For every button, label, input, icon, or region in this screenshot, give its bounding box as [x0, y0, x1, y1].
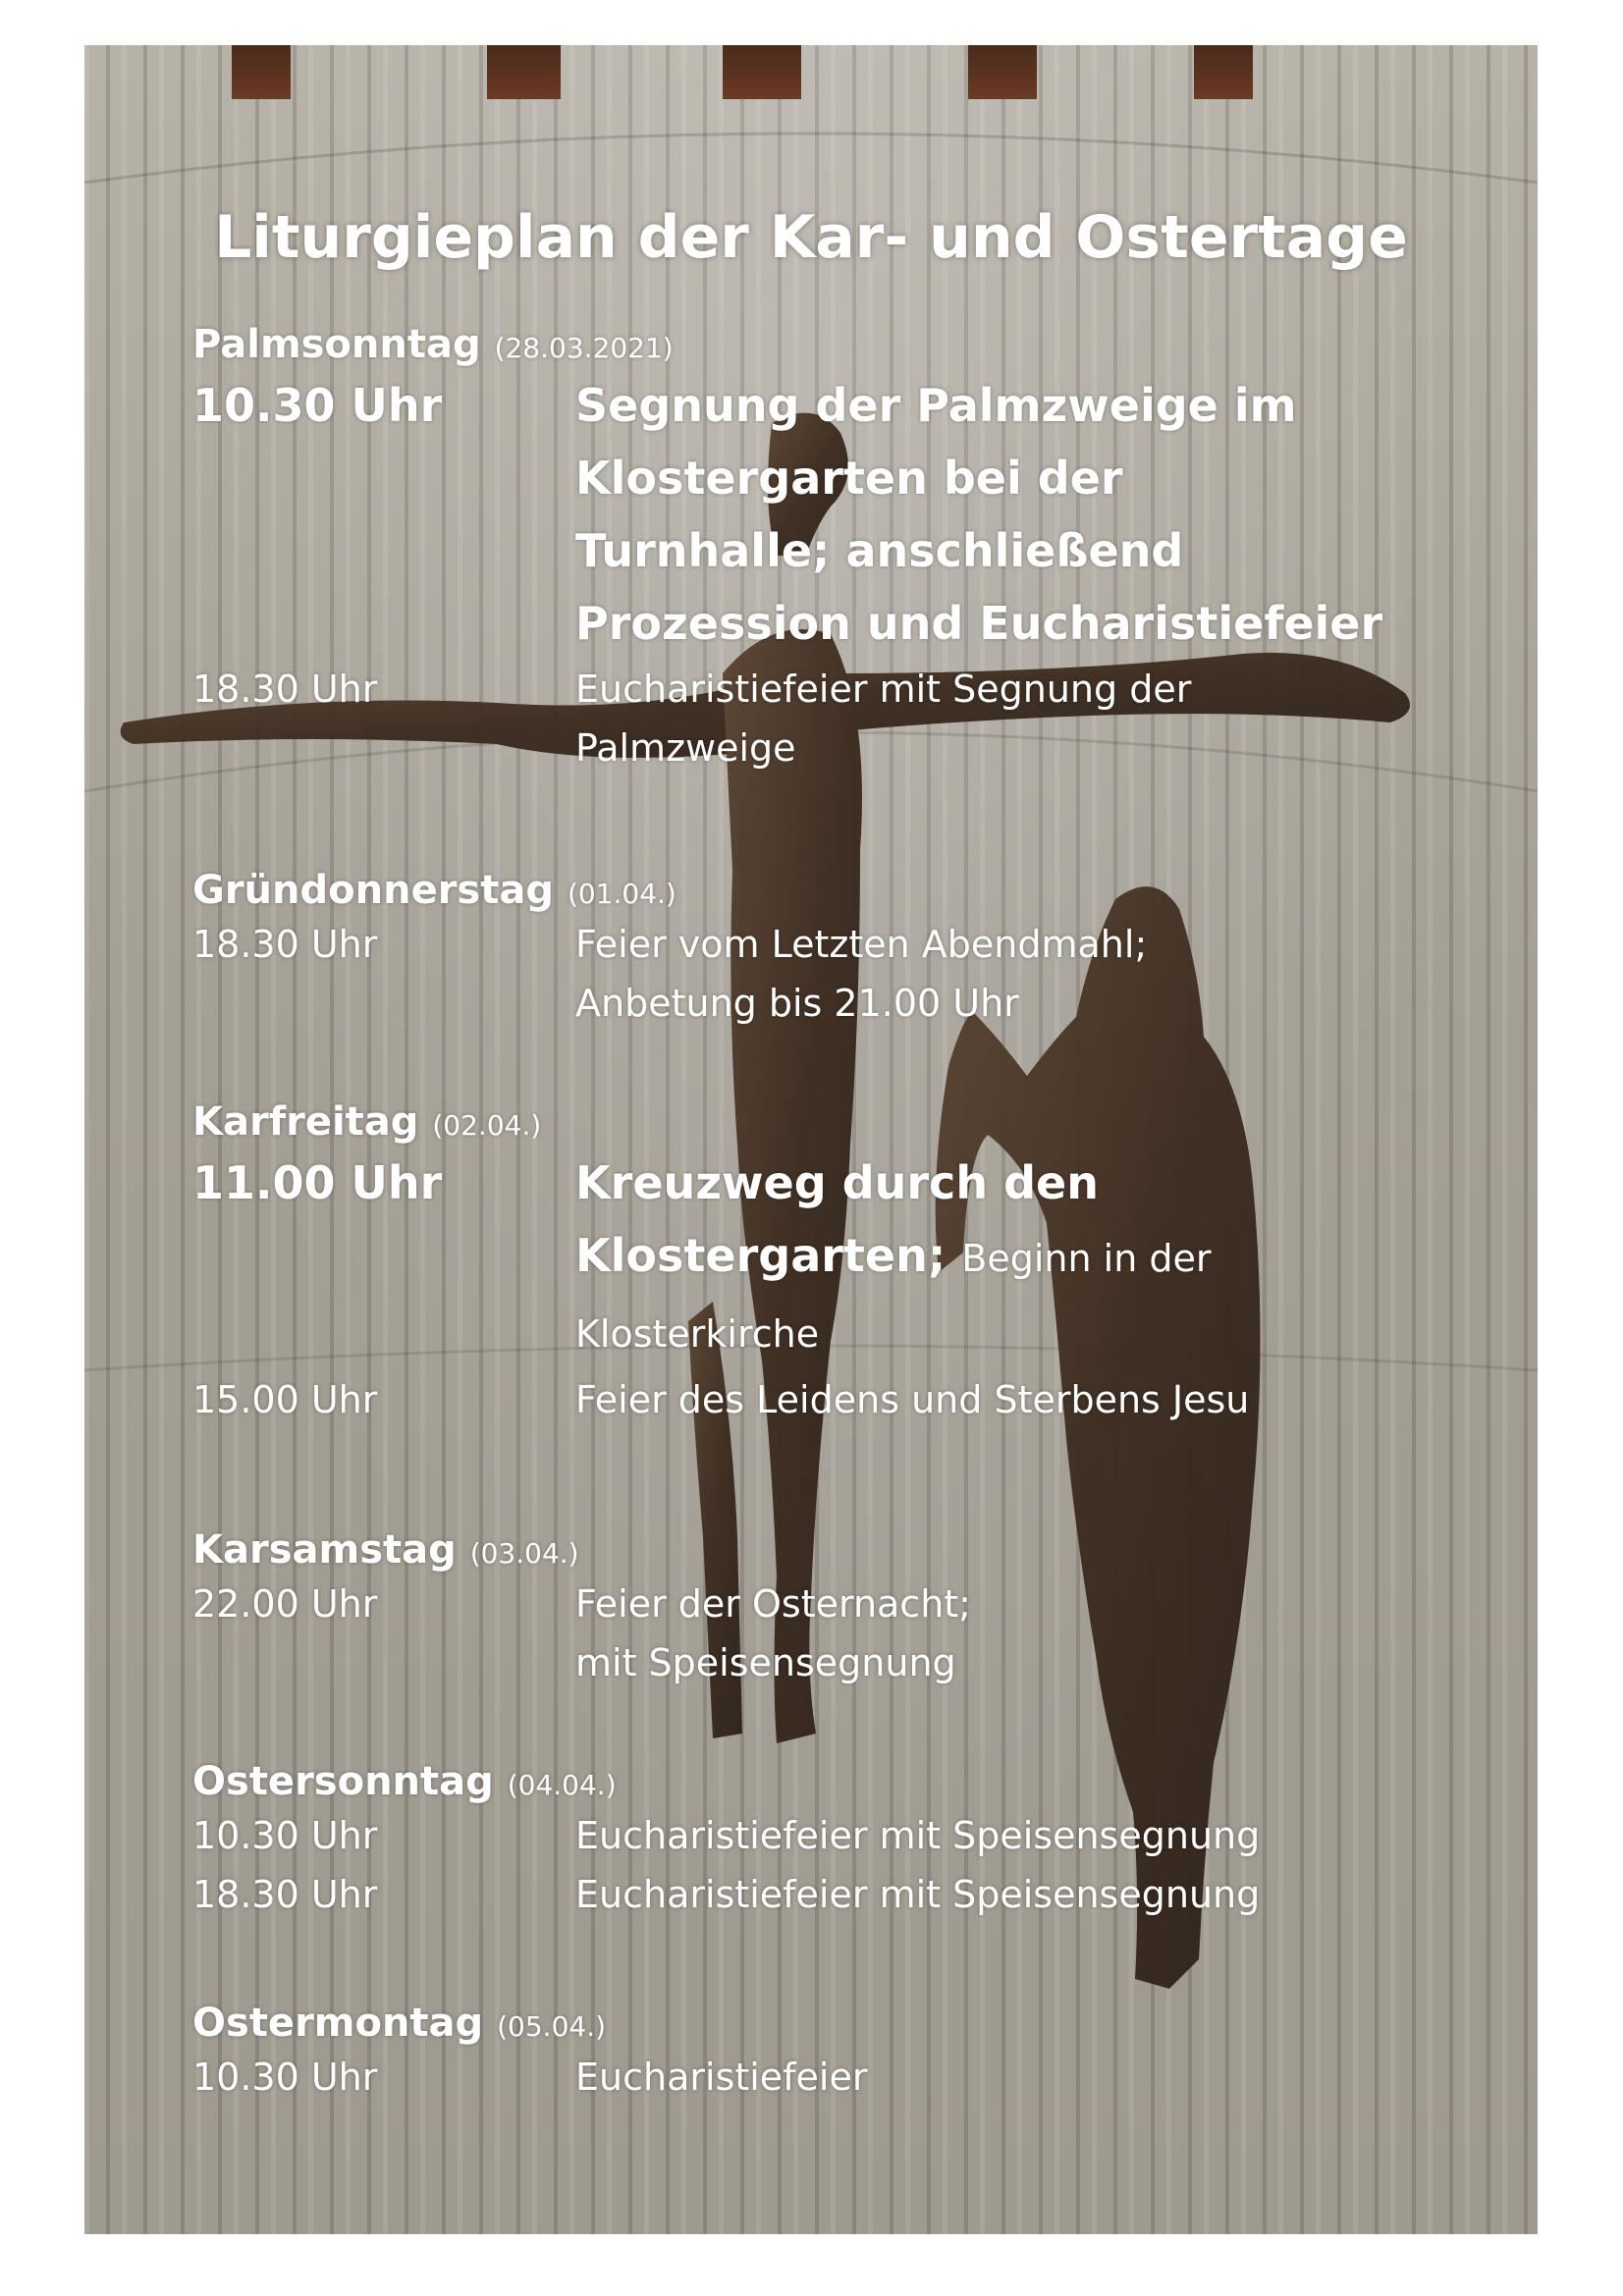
schedule-entry	[192, 660, 1498, 777]
entry-time: 22.00 Uhr	[192, 1582, 378, 1626]
schedule-entry	[192, 369, 1498, 660]
day-date: (04.04.)	[507, 1769, 617, 1801]
day-date: (03.04.)	[469, 1537, 579, 1570]
entry-description: Feier des Leidens und Sterbens Jesu	[575, 1378, 1250, 1421]
entry-time: 10.30 Uhr	[192, 379, 443, 432]
entry-description-extra: Beginn in der Klosterkirche	[575, 1237, 1212, 1356]
page-title: Liturgieplan der Kar- und Ostertage	[214, 203, 1408, 272]
schedule-entry	[192, 2048, 1498, 2107]
day-date: (28.03.2021)	[494, 332, 674, 364]
day-date: (01.04.)	[567, 878, 676, 910]
entry-time: 10.30 Uhr	[192, 1814, 378, 1857]
schedule-section-gruendonnerstag	[192, 866, 1498, 1033]
day-name: Ostersonntag	[192, 1759, 494, 1804]
entry-description-line2: mit Speisensegnung	[575, 1641, 956, 1684]
day-name: Ostermontag	[192, 2001, 484, 2046]
entry-description: Kreuzweg durch den Klostergarten;	[575, 1156, 1099, 1282]
schedule-section-karfreitag	[192, 1097, 1498, 1429]
entry-time: 18.30 Uhr	[192, 1873, 378, 1916]
entry-time: 18.30 Uhr	[192, 923, 378, 966]
entry-description: Feier vom Letzten Abendmahl;	[575, 923, 1148, 966]
day-date: (05.04.)	[497, 2010, 607, 2043]
schedule-entry	[192, 1370, 1498, 1429]
entry-description: Eucharistiefeier mit Speisensegnung	[575, 1873, 1261, 1916]
schedule-entry	[192, 1806, 1498, 1865]
schedule-entry	[192, 1147, 1498, 1370]
day-date: (02.04.)	[432, 1109, 542, 1142]
schedule-section-ostersonntag	[192, 1757, 1498, 1924]
entry-description-line2: Anbetung bis 21.00 Uhr	[575, 982, 1019, 1025]
entry-description: Eucharistiefeier mit Segnung der Palmzweige	[575, 667, 1192, 770]
entry-description: Segnung der Palmzweige im Klostergarten bei der Turnhalle; anschließend Prozession und Eucharistiefeier	[575, 379, 1383, 650]
schedule-section-palmsonntag	[192, 320, 1498, 777]
entry-time: 11.00 Uhr	[192, 1156, 443, 1209]
day-name: Karfreitag	[192, 1099, 419, 1145]
entry-description: Eucharistiefeier	[575, 2056, 868, 2099]
day-name: Gründonnerstag	[192, 868, 554, 913]
entry-description: Feier der Osternacht;	[575, 1582, 971, 1626]
poster-background	[84, 45, 1538, 2234]
schedule-section-karsamstag	[192, 1525, 1498, 1692]
day-name: Karsamstag	[192, 1527, 457, 1573]
schedule-entry	[192, 915, 1498, 1033]
entry-time: 10.30 Uhr	[192, 2056, 378, 2099]
day-name: Palmsonntag	[192, 322, 481, 367]
schedule-entry	[192, 1865, 1498, 1924]
entry-time: 15.00 Uhr	[192, 1378, 378, 1421]
entry-description: Eucharistiefeier mit Speisensegnung	[575, 1814, 1261, 1857]
schedule-entry	[192, 1575, 1498, 1692]
schedule-section-ostermontag	[192, 1999, 1498, 2107]
entry-time: 18.30 Uhr	[192, 667, 378, 711]
